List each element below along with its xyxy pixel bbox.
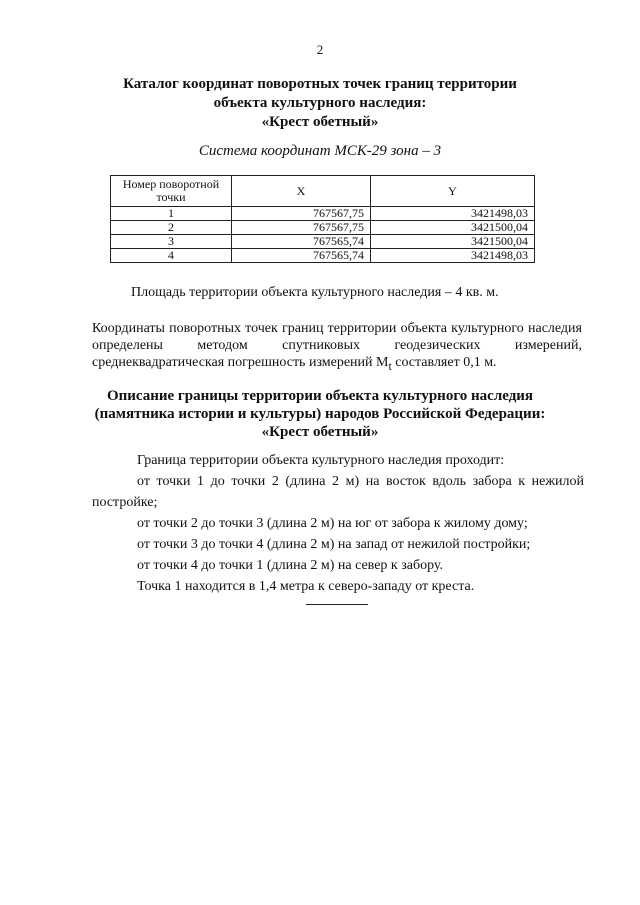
- cell-y: 3421498,03: [371, 249, 535, 263]
- cell-x: 767565,74: [232, 249, 371, 263]
- paragraph-text: Координаты поворотных точек границ территории объекта культурного наследия определены методом спутниковых геодезических измерений, среднеквадратическая погрешность измерений M: [92, 321, 582, 370]
- description-line: от точки 1 до точки 2 (длина 2 м) на восток вдоль забора к нежилой постройке;: [92, 474, 584, 510]
- description-line: Точка 1 находится в 1,4 метра к северо-западу от креста.: [137, 579, 475, 594]
- description-title-line: Описание границы территории объекта культурного наследия: [106, 388, 534, 404]
- table-row: [111, 249, 535, 263]
- catalog-title: [0, 75, 640, 132]
- header-x: X: [232, 176, 371, 207]
- cell-y: 3421500,04: [371, 221, 535, 235]
- cell-point-number: 2: [111, 221, 232, 235]
- cell-x: 767567,75: [232, 207, 371, 221]
- page-number: 2: [316, 42, 324, 57]
- description-title-line: (памятника истории и культуры) народов Российской Федерации:: [94, 406, 546, 422]
- coordinates-table: [110, 175, 535, 263]
- description-line: Граница территории объекта культурного наследия проходит:: [137, 453, 505, 468]
- cell-x: 767565,74: [232, 235, 371, 249]
- coordinate-system: Система координат МСК-29 зона – 3: [198, 143, 442, 159]
- paragraph-subscript: t: [388, 359, 392, 373]
- cell-y: 3421500,04: [371, 235, 535, 249]
- table-row: [111, 207, 535, 221]
- boundary-description: [92, 450, 584, 597]
- catalog-title-line: «Крест обетный»: [261, 114, 379, 130]
- paragraph-tail: составляет 0,1 м.: [391, 355, 497, 370]
- coordinates-accuracy-paragraph: [92, 320, 582, 375]
- cell-x: 767567,75: [232, 221, 371, 235]
- table-header-row: [111, 176, 535, 207]
- description-line: от точки 4 до точки 1 (длина 2 м) на север к забору.: [137, 558, 443, 573]
- cell-point-number: 1: [111, 207, 232, 221]
- header-y: Y: [371, 176, 535, 207]
- catalog-title-line: объекта культурного наследия:: [213, 95, 427, 111]
- table-row: [111, 221, 535, 235]
- table-row: [111, 235, 535, 249]
- cell-point-number: 3: [111, 235, 232, 249]
- description-title-line: «Крест обетный»: [261, 424, 379, 440]
- description-line: от точки 2 до точки 3 (длина 2 м) на юг от забора к жилому дому;: [137, 516, 528, 531]
- closing-rule: [306, 604, 368, 605]
- catalog-title-line: Каталог координат поворотных точек границ территории: [123, 76, 517, 92]
- header-point-number: Номер поворотной точки: [111, 176, 232, 207]
- cell-point-number: 4: [111, 249, 232, 263]
- description-line: от точки 3 до точки 4 (длина 2 м) на запад от нежилой постройки;: [137, 537, 531, 552]
- cell-y: 3421498,03: [371, 207, 535, 221]
- description-title: [0, 387, 640, 441]
- area-statement: Площадь территории объекта культурного наследия – 4 кв. м.: [131, 285, 499, 300]
